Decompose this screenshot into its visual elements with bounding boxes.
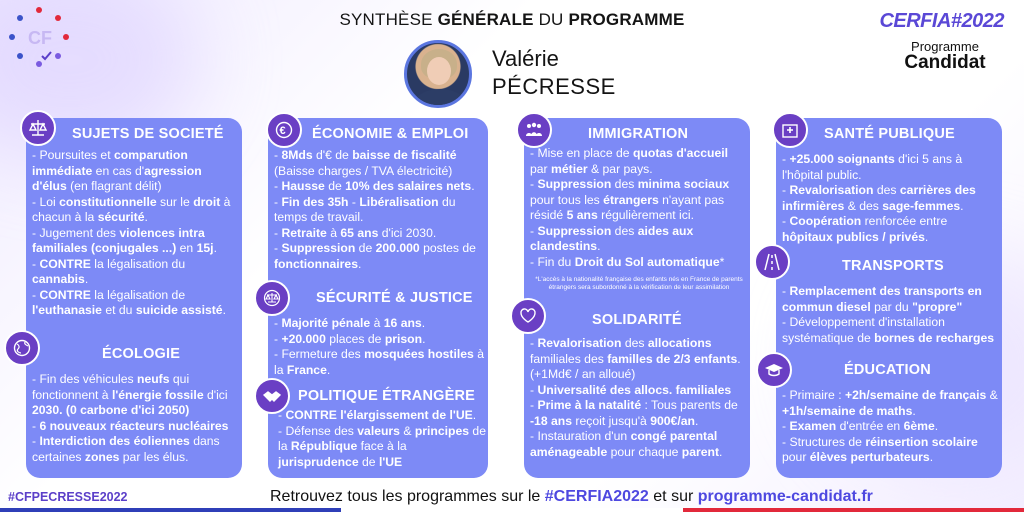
section-title-securite: SÉCURITÉ & JUSTICE [316, 290, 473, 306]
heart-hands-icon [510, 298, 546, 334]
section-title-transports: TRANSPORTS [842, 258, 944, 274]
footer-text: Retrouvez tous les programmes sur le #CERFIA2022 et sur programme-candidat.fr [270, 488, 873, 505]
section-body-economie: - 8Mds d'€ de baisse de fiscalité (Baisse charges / TVA électricité) - Hausse de 10% des salaires nets. - Fin des 35h - Libéralisation du temps de travail. - Retraite à 65 ans d'ici 2030. - Suppression de 200.000 postes de fonctionnaires. [274, 148, 476, 271]
section-body-solidarite: - Revalorisation des allocations familiales des familles de 2/3 enfants. (+1Md€ / an alloué) - Universalité des allocs. familiales - Prime à la natalité : Tous parents de -18 ans reçoit jusqu'à 900€/an. - Instauration d'un congé parental aménageable pour chaque parent. [530, 336, 741, 459]
section-title-sujets: SUJETS DE SOCIETÉ [72, 126, 224, 142]
section-title-politique: POLITIQUE ÉTRANGÈRE [298, 388, 476, 404]
justice-balance-icon [254, 280, 290, 316]
road-icon [754, 244, 790, 280]
section-body-transports: - Remplacement des transports en commun diesel par du "propre" - Développement d'installation systématique de bornes de recharges [782, 284, 995, 345]
section-body-immigration: - Mise en place de quotas d'accueil par métier & par pays. - Suppression des minima sociaux pour tous les étrangers n'ayant pas résidé 5 ans régulièrement ici. - Suppression des aides aux clandestins. - Fin du Droit du Sol automatique* *L'accès à la nationalité française des enfants nés en France de parents étrangers sera subordonné à la vérification de leur assimilation [530, 146, 748, 292]
hashtag-link[interactable]: #CERFIA2022 [544, 488, 649, 505]
candidate-last-name: PÉCRESSE [492, 74, 616, 99]
flag-bar [0, 508, 1024, 512]
section-title-economie: ÉCONOMIE & EMPLOI [312, 126, 469, 142]
section-body-ecologie: - Fin des véhicules neufs qui fonctionnent à l'énergie fossile d'ici 2030. (0 carbone d'ici 2050) - 6 nouveaux réacteurs nucléaires - Interdiction des éoliennes dans certaines zones par les élus. [32, 372, 229, 464]
globe-icon [4, 330, 40, 366]
section-body-sujets: - Poursuites et comparution immédiate en cas d'agression d'élus (en flagrant délit) - Loi constitutionnelle sur le droit à chacun à la sécurité. - Jugement des violences intra familiales (conjugales ...) en 15j. - CONTRE la légalisation du cannabis. - CONTRE la légalisation de l'euthanasie et du suicide assisté. [32, 148, 231, 317]
section-body-sante: - +25.000 soignants d'ici 5 ans à l'hôpital public. - Revalorisation des carrières des infirmières & des sage-femmes. - Coopération renforcée entre hôpitaux publics / privés. [782, 152, 976, 244]
page-title: SYNTHÈSE GÉNÉRALE DU PROGRAMME [339, 10, 685, 29]
hospital-icon [772, 112, 808, 148]
section-title-ecologie: ÉCOLOGIE [102, 346, 181, 362]
hashtag-label: #CFPECRESSE2022 [8, 490, 128, 504]
website-link[interactable]: programme-candidat.fr [697, 488, 873, 505]
graduation-cap-icon [756, 352, 792, 388]
euro-coin-icon [266, 112, 302, 148]
section-title-sante: SANTÉ PUBLIQUE [824, 126, 955, 142]
svg-text:€: € [279, 125, 286, 137]
svg-text:CF: CF [28, 28, 52, 48]
section-body-securite: - Majorité pénale à 16 ans. - +20.000 places de prison. - Fermeture des mosquées hostiles à la France. [274, 316, 484, 377]
section-title-immigration: IMMIGRATION [588, 126, 689, 142]
candidate-photo [404, 40, 472, 108]
section-title-solidarite: SOLIDARITÉ [592, 312, 682, 328]
brand-sub2: Candidat [904, 52, 986, 73]
justice-scales-icon [20, 110, 56, 146]
brand-logo [874, 10, 1004, 72]
section-body-education: - Primaire : +2h/semaine de français & +1h/semaine de maths. - Examen d'entrée en 6ème. - Structures de réinsertion scolaire pour élèves perturbateurs. [782, 388, 998, 464]
people-group-icon [516, 112, 552, 148]
brand-sub: Programme [911, 39, 979, 54]
candidate-first-name: Valérie [492, 46, 559, 71]
section-title-education: ÉDUCATION [844, 362, 931, 378]
section-body-politique: - CONTRE l'élargissement de l'UE. - Défense des valeurs & principes de la République face à la jurisprudence de l'UE [278, 408, 486, 469]
brand-name: CERFIA#2022 [879, 10, 1004, 32]
immigration-footnote: *L'accès à la nationalité française des enfants nés en France de parents étrangers sera subordonné à la vérification de leur assimilation [535, 276, 743, 291]
